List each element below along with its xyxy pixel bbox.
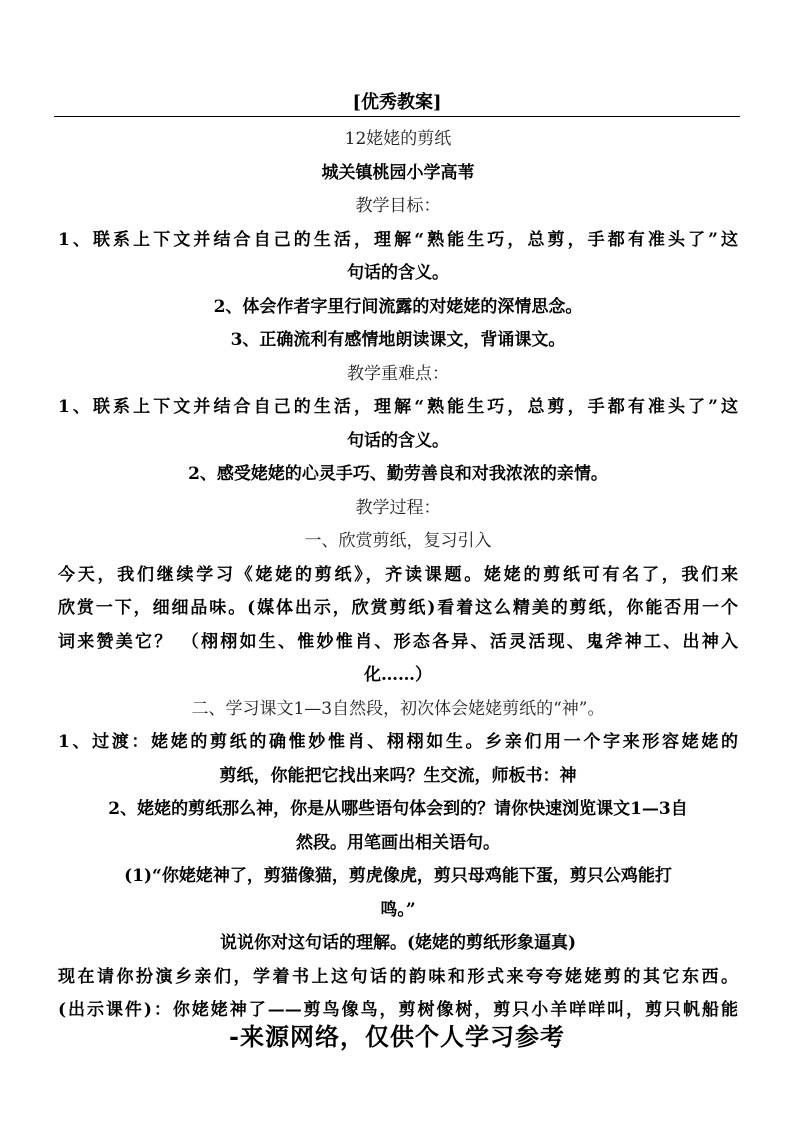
key-point-1-line-1: 1、联系上下文并结合自己的生活，理解“熟能生巧，总剪，手都有准头了”这 [58, 397, 738, 417]
document-body [58, 123, 738, 1028]
section-1-title: 一、欣赏剪纸，复习引入 [304, 531, 492, 551]
page-header-title: [优秀教案] [352, 92, 442, 113]
section-2-explain: 说说你对这句话的理解。(姥姥的剪纸形象逼真) [219, 933, 577, 953]
section-2-item-1-line-1: 1、过渡：姥姥的剪纸的确惟妙惟肖、栩栩如生。乡亲们用一个字来形容姥姥的 [58, 732, 738, 752]
key-point-1-line-2: 句话的含义。 [347, 430, 449, 451]
footer-disclaimer: -来源网络，仅供个人学习参考 [229, 1022, 565, 1051]
section-2-item-1-line-2: 剪纸，你能把它找出来吗？生交流，师板书：神 [219, 765, 577, 786]
section-1-paragraph-line-4: 化……） [364, 665, 432, 685]
section-2-item-2-line-1: 2、姥姥的剪纸那么神，你是从哪些语句体会到的？请你快速浏览课文1—3自 [108, 799, 688, 819]
lesson-title: 12姥姥的剪纸 [344, 129, 452, 149]
section-1-paragraph-line-1: 今天，我们继续学习《姥姥的剪纸》，齐读课题。姥姥的剪纸可有名了，我们来 [58, 564, 738, 585]
key-point-2: 2、感受姥姥的心灵手巧、勤劳善良和对我浓浓的亲情。 [188, 464, 608, 484]
section-2-title: 二、学习课文1—3自然段，初次体会姥姥剪纸的“神”。 [191, 698, 605, 719]
process-heading: 教学过程： [355, 497, 441, 518]
objectives-heading: 教学目标： [355, 196, 441, 216]
section-1-paragraph-line-2: 欣赏一下，细细品味。(媒体出示，欣赏剪纸)看着这么精美的剪纸，你能否用一个 [58, 598, 738, 618]
lesson-author: 城关镇桃园小学高苇 [321, 162, 475, 183]
objective-3: 3、正确流利有感情地朗读课文，背诵课文。 [230, 330, 566, 350]
objective-1-line-1: 1、联系上下文并结合自己的生活，理解“熟能生巧，总剪，手都有准头了”这 [58, 229, 738, 250]
section-2-quote-line-1: (1)“你姥姥神了，剪猫像猫，剪虎像虎，剪只母鸡能下蛋，剪只公鸡能打 [124, 866, 672, 886]
key-points-heading: 教学重难点： [347, 363, 449, 384]
objective-2: 2、体会作者字里行间流露的对姥姥的深情思念。 [213, 296, 583, 317]
section-2-item-2-line-2: 然段。用笔画出相关语句。 [296, 832, 500, 853]
header-divider [54, 116, 740, 117]
section-2-paragraph-line-1: 现在请你扮演乡亲们，学着书上这句话的韵味和形式来夸夸姥姥剪的其它东西。 [58, 966, 738, 987]
section-2-paragraph-line-2: (出示课件)：你姥姥神了——剪鸟像鸟，剪树像树，剪只小羊咩咩叫，剪只帆船能 [58, 1000, 738, 1020]
section-2-quote-line-2: 鸣。” [380, 899, 416, 920]
objective-1-line-2: 句话的含义。 [347, 263, 449, 283]
section-1-paragraph-line-3: 词来赞美它？ （栩栩如生、惟妙惟肖、形态各异、活灵活现、鬼斧神工、出神入 [58, 631, 738, 652]
